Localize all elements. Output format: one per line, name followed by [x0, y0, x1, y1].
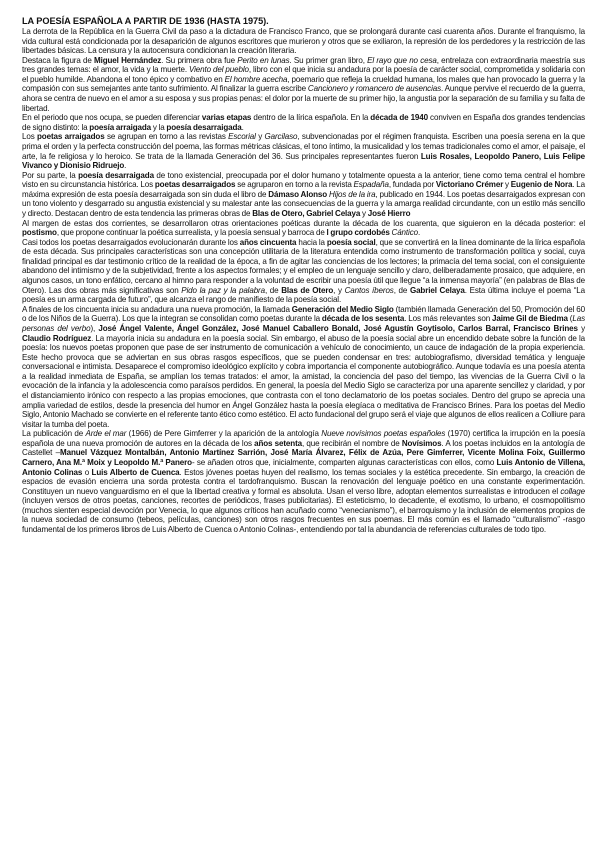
italic-text: Espadaña	[353, 180, 389, 190]
bold-text: l grupo cordobés	[326, 228, 392, 238]
text-run: , subvencionadas por el régimen franquista. Escriben una poesía serena en la que prima el orden y la perfecta construcción del poema, las formas métricas clásicas, el tono íntimo, la musicalidad y los temas tradicionales como el amor, el paisaje, el arte, la fe religiosa y lo heroico. Se trata de la llamada Generación del 36. Sus principales representantes fueron	[22, 132, 585, 161]
text-run: Destaca la figura de	[22, 55, 95, 65]
text-run: , poemario que refleja la crueldad humana, los males que han provocado la guerra y la compasión con sus semejantes ante tanto sufrimiento. Al finalizar la guerra escribe	[22, 74, 586, 94]
text-run: A finales de los cincuenta inicia su andadura una nueva promoción, la llamada	[22, 304, 292, 314]
text-run: de tono existencial, preocupada por el dolor humano y totalmente opuesta a la anterior, tiene como tema central el hombre visto en su circunstancia histórica. Los	[22, 170, 585, 190]
document-body	[22, 27, 585, 535]
bold-text: Eugenio de Nora	[510, 180, 573, 190]
bold-text: años cincuenta	[239, 237, 297, 247]
text-run: . Su primera obra fue	[161, 55, 238, 65]
italic-text: Perito en lunas	[237, 55, 290, 65]
text-run: , entrelaza con extraordinaria maestría sus tres grandes temas: el amor, la vida y la muerte.	[22, 55, 585, 75]
text-run: ),	[90, 323, 99, 333]
text-run: conviven en España dos grandes tendencias de signo distinto: la	[22, 113, 585, 132]
bold-text: poesía desarraigada	[78, 170, 154, 180]
bold-text: poetas arraigados	[37, 132, 105, 142]
paragraph	[22, 305, 585, 430]
bold-text: Luis Alberto de Cuenca	[91, 467, 180, 477]
text-run: se agruparon en torno a la revista	[235, 180, 354, 190]
bold-text: poesía social	[326, 237, 376, 247]
text-run: (	[567, 314, 573, 324]
text-run: , libro con el que inicia su andadura por la poesía de carácter social, comprometida y solidaria con el pueblo humilde. Abandona el tono épico y combativo en	[22, 65, 586, 84]
text-run: . Estos jóvenes poetas huyen del realismo, los temas sociales y la estética precedente. Sin embargo, la creación de espacios de evasión encierra una sorda protesta contra el tardofranquismo. Buscan la renovación del lenguaje poético en una constante experimentación. Constituyen un nuevo vanguardismo en el que la libertad creativa y formal es absoluta. Usan el verso libre, adoptan elementos surrealistas e introducen el	[22, 467, 585, 496]
bold-text: poetas desarraigados	[154, 180, 236, 190]
text-run: . A los poetas incluidos en la antología de Castellet –	[22, 438, 586, 458]
italic-text: Escorial	[228, 132, 256, 142]
text-run: (1970) certifica la irrupción en la poesía española de una nueva promoción de autores en la década de los	[22, 429, 586, 448]
text-run: se agrupan en torno a las revistas	[104, 132, 229, 142]
paragraph	[22, 171, 585, 219]
bold-text: José Ángel Valente, Ángel González, José Manuel Caballero Bonald, José Agustín Goytisolo, Carlos Barral, Francisco Brines	[98, 323, 578, 333]
text-run: , de	[264, 285, 282, 295]
text-run: .	[241, 122, 244, 132]
text-run: o	[82, 467, 92, 477]
italic-text: Las personas del verbo	[22, 314, 585, 333]
text-run: , y	[333, 285, 345, 295]
text-run: y	[360, 208, 368, 218]
text-run: . Los más relevantes son	[404, 314, 492, 324]
document-title: LA POESÍA ESPAÑOLA A PARTIR DE 1936 (HASTA 1975).	[22, 16, 269, 26]
text-run: La derrota de la República en la Guerra Civil da paso a la dictadura de Francisco Franco, que se prolongará durante casi cuarenta años. Durante el franquismo, la vida cultural está condicionada por la desaparición de algunos escritores que murieron y otros que se exiliaron, la represión de los perdedores y la restricción de las libertades básicas. La censura y la autocensura condicionan la creación literaria.	[22, 27, 585, 56]
bold-text: Jaime Gil de Biedma	[492, 314, 568, 324]
text-run: Casi todos los poetas desarraigados evolucionarán durante los	[22, 237, 240, 247]
bold-text: postismo	[22, 228, 57, 238]
text-run: . Su primer gran libro,	[289, 55, 368, 65]
text-run: hacia la	[296, 237, 327, 247]
text-run: Los	[22, 132, 38, 142]
paragraph	[22, 219, 585, 238]
text-run: - se añaden otros que, inicialmente, comparten algunas características con ellos, como	[191, 458, 497, 468]
italic-text: Hijos de la ira	[329, 189, 376, 199]
text-run: . Aunque pervive el recuerdo de la guerra, ahora se centra de nuevo en el amor a su esposa y sus propias penas: el dolor por la muerte de su primer hijo, la angustia por la separación de su familia y su falta de libertad.	[22, 84, 585, 113]
bold-text: década de 1940	[370, 113, 428, 123]
text-run: , que se convertirá en la línea dominante de la lírica española de esta década. Sus principales características son una concepción utilitaria de la literatura entendida como instrumento de transformación política y social, cuya finalidad principal es dar testimonio crítico de la realidad de la época, a fin de agitar las conciencias de los lectores; la primacía del tema social, con el consiguiente abandono del intimismo y de la subjetividad, frente a los aspectos formales; y el empleo de un lenguaje sencillo y claro, deliberadamente prosaico, que adquiere, en algunos casos, un tono enfático, cercano al himno para responder a la voluntad de escribir una poesía útil que llegue “a la inmensa mayoría” (en palabras de Blas de Otero). Las dos obras más significativas son	[22, 237, 585, 295]
bold-text: Generación del Medio Siglo	[291, 304, 394, 314]
paragraph	[22, 113, 585, 132]
italic-text: El rayo que no cesa	[367, 55, 437, 65]
text-run: En el periodo que nos ocupa, se pueden diferenciar	[22, 113, 202, 123]
paragraph	[22, 56, 585, 113]
bold-text: década de los sesenta	[321, 314, 405, 324]
text-run: dentro de la lírica española. En la	[251, 113, 371, 123]
bold-text: Blas de Otero, Gabriel Celaya	[252, 208, 361, 218]
bold-text: poesía arraigada	[89, 122, 152, 132]
text-run: y	[577, 323, 585, 333]
italic-text: Arde el mar	[85, 429, 127, 439]
paragraph	[22, 27, 585, 56]
bold-text: Manuel Vázquez Montalbán, Antonio Martínez Sarrión, José María Álvarez, Félix de Azúa, Pere Gimferrer, Vicente Molina Foix, Guillermo Carnero, Ana M.ª Moix y Leopoldo M.ª Panero	[22, 448, 585, 468]
italic-text: Pido la paz y la palabra	[181, 285, 265, 295]
paragraph	[22, 429, 585, 534]
italic-text: Cantos íberos	[344, 285, 394, 295]
paragraph	[22, 132, 585, 170]
text-run: . La mayoría inicia su andadura en la poesía social. Sin embargo, el abuso de la poesía social abre un encendido debate sobre la función de la poesía: los nuevos poetas proponen que pase de ser instrumento de comunicación a vehículo de conocimiento, un cauce de indagación de la propia experiencia. Este hecho provoca que se adviertan en sus obras rasgos específicos, que se pueden condensar en tres: autobiografismo, diversidad temática y lenguaje conversacional e intimista. Desaparece el compromiso ideológico explícito y cobra importancia el componente autobiográfico. Aunque todavía es una poesía atenta a la realidad inmediata de España, se amplían los temas tratados: el amor, la amistad, la conciencia del paso del tiempo, las vivencias de la Guerra Civil o la evocación de la infancia y la adolescencia como paraísos perdidos. En general, la poesía del Medio Siglo se caracteriza por una aparente sencillez y claridad, y por el distanciamiento irónico con respecto a las propias emociones, que contrasta con el tono declamatorio de los poetas sociales. Dentro del grupo se aprecia una amplia variedad de estilos, desde la presencia del humor en Ángel González hasta la poesía elegíaca o meditativa de Francisco Brines. Para los poetas del Medio Siglo, Antonio Machado se convierte en el referente tanto ético como estético. El acto fundacional del grupo será el viaje que algunos de ellos realicen a Colliure para visitar la tumba del poeta.	[22, 333, 585, 429]
text-run: , que recibirán el nombre de	[302, 438, 402, 448]
text-run: , publicado en 1944. Los poetas desarraigados expresan con un tono violento y desgarrado su angustia existencial y su malestar ante las consecuencias de la guerra y la amarga realidad circundante, con un estilo más sencillo y directo. Destacan dentro de esta tendencia las primeras obras de	[22, 189, 585, 218]
text-run: (1966) de Pere Gimferrer y la aparición de la antología	[126, 429, 322, 439]
text-run: , que propone continuar la poética surrealista, y la poesía sensual y barroca de	[56, 228, 327, 238]
bold-text: Luis Rosales, Leopoldo Panero, Luis Felipe Vivanco y Dionisio Ridruejo	[22, 151, 585, 171]
italic-text: Cancionero y romancero de ausencias	[307, 84, 442, 94]
text-run: (incluyen versos de otros poetas, canciones, recortes de periódicos, frases publicitarias). El esteticismo, lo decadente, el exotismo, lo urbano, el cosmopolitismo (muchos sienten especial devoción por Venecia, lo que algunos críticos han acuñado como “venecianismo”), el barroquismo y la inclusión de elementos propios de la nueva sociedad de consumo (tebeos, películas, canciones) son otros rasgos frecuentes en sus poemas. El más común es el llamado “culturalismo” -rasgo fundamental de los primeros libros de Luis Alberto de Cuenca o Antonio Colinas-, entendiendo por tal la abundancia de referencias culturales de todo tipo.	[22, 496, 585, 535]
italic-text: collage	[560, 486, 585, 496]
italic-text: El hombre acecha	[224, 74, 288, 84]
italic-text: Cántico	[391, 228, 418, 238]
bold-text: Luis Antonio de Villena, Antonio Colinas	[22, 458, 585, 477]
bold-text: Victoriano Crémer	[435, 180, 504, 190]
bold-text: Blas de Otero	[281, 285, 334, 295]
bold-text: Novísimos	[401, 438, 442, 448]
text-run: La publicación de	[22, 429, 86, 439]
italic-text: Nueve novísimos poetas españoles	[321, 429, 446, 439]
text-run: Al margen de estas dos corrientes, se desarrollaron otras orientaciones poéticas durante la década de los cuarenta, que siguieron en la década posterior: el	[22, 218, 585, 228]
text-run: y	[255, 132, 265, 142]
text-run: y	[503, 180, 511, 190]
paragraph	[22, 238, 585, 305]
bold-text: años setenta	[254, 438, 303, 448]
text-run: . La máxima expresión de esta poesía desarraigada son sin duda el libro de	[22, 180, 585, 199]
italic-text: Garcilaso	[264, 132, 298, 142]
italic-text: Viento del pueblo	[189, 65, 249, 75]
text-run: , fundada por	[388, 180, 436, 190]
bold-text: poesía desarraigada	[166, 122, 242, 132]
text-run: .	[124, 161, 127, 171]
bold-text: Gabriel Celaya	[409, 285, 465, 295]
bold-text: varias etapas	[201, 113, 252, 123]
text-run: Por su parte, la	[22, 170, 79, 180]
text-run: , de	[393, 285, 410, 295]
bold-text: Miguel Hernández	[94, 55, 162, 65]
bold-text: Dámaso Alonso	[268, 189, 328, 199]
bold-text: José Hierro	[367, 208, 411, 218]
text-run: (también llamada Generación del 50, Promoción del 60 o de los Niños de la Guerra). Los que la integran se consolidan como poetas durante la	[22, 304, 585, 324]
bold-text: Claudio Rodríguez	[22, 333, 92, 343]
text-run: y la	[151, 122, 167, 132]
text-run: .	[417, 228, 421, 238]
text-run: . Esta última incluye el poema “La poesía es un arma cargada de futuro”, que alcanza el rango de manifiesto de la poesía social.	[22, 285, 585, 305]
